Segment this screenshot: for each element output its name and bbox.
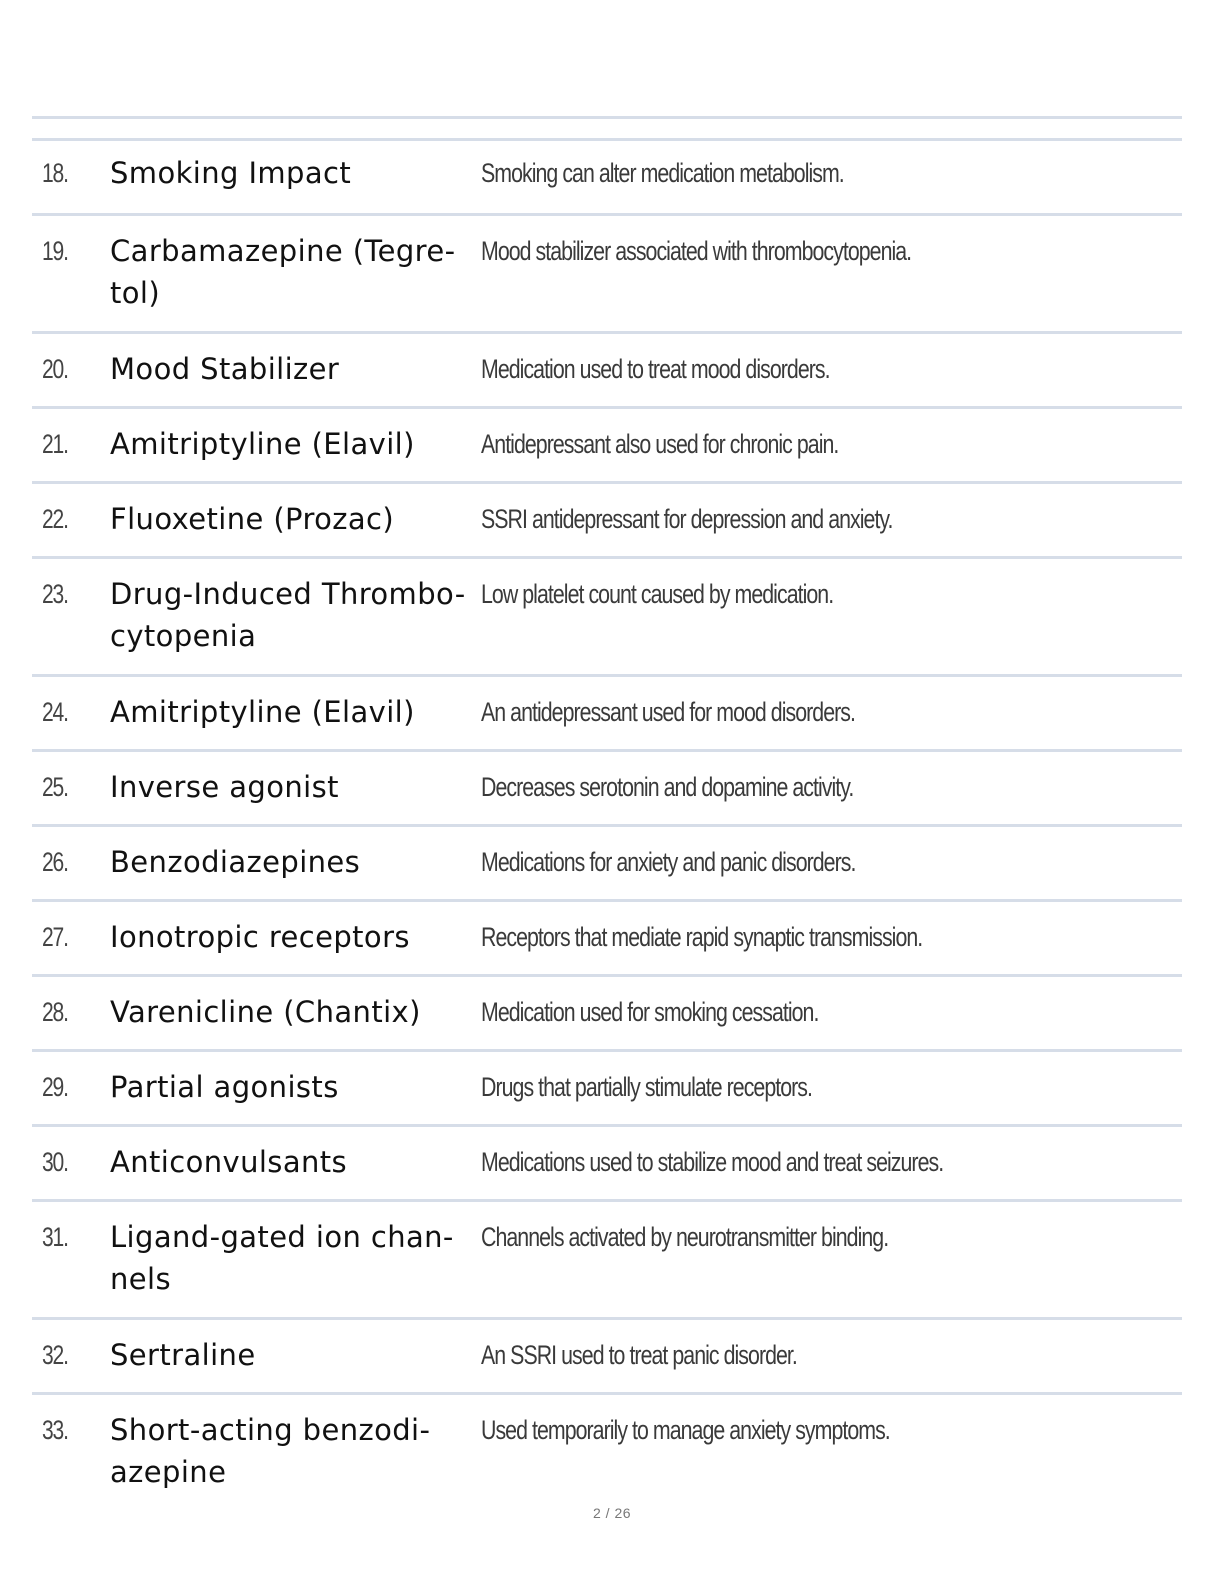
row-term: Drug-Induced Thrombo- cytopenia <box>110 577 466 653</box>
table-row <box>32 1124 1182 1199</box>
table-row <box>32 974 1182 1049</box>
row-term: Ionotropic receptors <box>110 920 410 954</box>
row-number: 21. <box>42 429 68 459</box>
row-term: Short-acting benzodi- azepine <box>110 1413 431 1489</box>
row-number: 20. <box>42 354 68 384</box>
table-row <box>32 1049 1182 1124</box>
row-term: Anticonvulsants <box>110 1145 348 1179</box>
row-term: Sertraline <box>110 1338 256 1372</box>
table-row <box>32 556 1182 674</box>
row-term: Inverse agonist <box>110 770 339 804</box>
table-row <box>32 899 1182 974</box>
row-number: 24. <box>42 697 68 727</box>
table-row <box>32 1317 1182 1392</box>
row-number: 27. <box>42 922 68 952</box>
page-indicator: 2 / 26 <box>592 1505 632 1521</box>
row-definition: Decreases serotonin and dopamine activity. <box>481 772 854 802</box>
row-term: Mood Stabilizer <box>110 352 340 386</box>
row-definition: Antidepressant also used for chronic pain. <box>481 429 839 459</box>
row-number: 32. <box>42 1340 68 1370</box>
table-row <box>32 1199 1182 1317</box>
row-term: Ligand-gated ion chan- nels <box>110 1220 454 1296</box>
table-row <box>32 749 1182 824</box>
row-number: 19. <box>42 236 68 266</box>
row-number: 28. <box>42 997 68 1027</box>
row-number: 18. <box>42 158 68 188</box>
row-number: 25. <box>42 772 68 802</box>
row-definition: Medication used to treat mood disorders. <box>481 354 830 384</box>
row-number: 29. <box>42 1072 68 1102</box>
top-divider <box>32 116 1182 119</box>
row-definition: Channels activated by neurotransmitter binding. <box>481 1222 889 1252</box>
row-number: 23. <box>42 579 68 609</box>
row-definition: Used temporarily to manage anxiety symptoms. <box>481 1415 890 1445</box>
row-definition: Mood stabilizer associated with thrombocytopenia. <box>481 236 912 266</box>
row-term: Smoking Impact <box>110 156 352 190</box>
row-number: 26. <box>42 847 68 877</box>
row-number: 22. <box>42 504 68 534</box>
row-number: 31. <box>42 1222 68 1252</box>
row-term: Carbamazepine (Tegre- tol) <box>110 234 456 310</box>
table-row <box>32 481 1182 556</box>
row-term: Amitriptyline (Elavil) <box>110 695 415 729</box>
row-definition: SSRI antidepressant for depression and anxiety. <box>481 504 893 534</box>
table-row <box>32 824 1182 899</box>
table-row <box>32 406 1182 481</box>
row-definition: Drugs that partially stimulate receptors. <box>481 1072 813 1102</box>
table-row <box>32 213 1182 331</box>
row-number: 30. <box>42 1147 68 1177</box>
row-term: Amitriptyline (Elavil) <box>110 427 415 461</box>
row-definition: Receptors that mediate rapid synaptic transmission. <box>481 922 923 952</box>
row-number: 33. <box>42 1415 68 1445</box>
row-definition: Low platelet count caused by medication. <box>481 579 834 609</box>
row-definition: Medications for anxiety and panic disorders. <box>481 847 856 877</box>
row-term: Benzodiazepines <box>110 845 361 879</box>
table-row <box>32 1392 1182 1510</box>
table-row <box>32 138 1182 213</box>
row-term: Varenicline (Chantix) <box>110 995 421 1029</box>
table-row <box>32 331 1182 406</box>
table-row <box>32 674 1182 749</box>
row-term: Partial agonists <box>110 1070 339 1104</box>
glossary-table <box>32 138 1182 1510</box>
row-term: Fluoxetine (Prozac) <box>110 502 395 536</box>
row-definition: An SSRI used to treat panic disorder. <box>481 1340 797 1370</box>
row-definition: Medication used for smoking cessation. <box>481 997 819 1027</box>
row-definition: An antidepressant used for mood disorders. <box>481 697 855 727</box>
row-definition: Medications used to stabilize mood and treat seizures. <box>481 1147 944 1177</box>
row-definition: Smoking can alter medication metabolism. <box>481 158 844 188</box>
